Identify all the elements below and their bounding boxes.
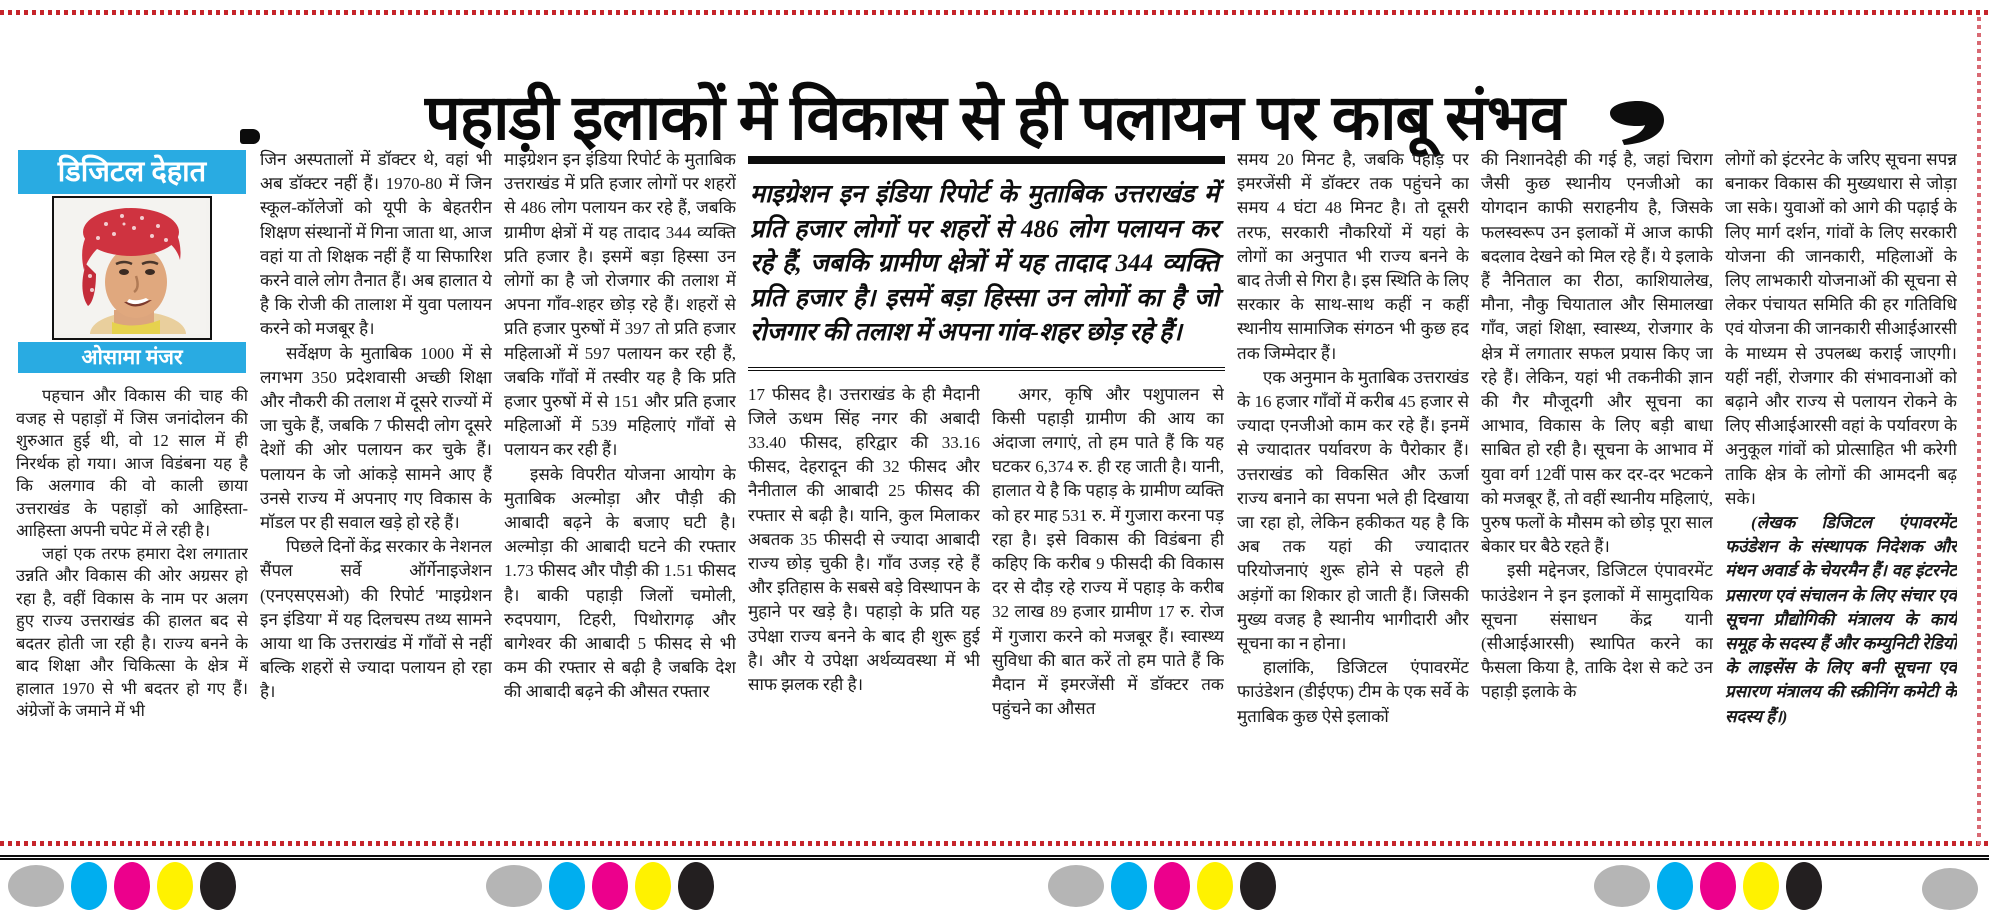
cyan-registration-dot: [1657, 862, 1693, 910]
column-4: [748, 383, 980, 722]
column-8: [1725, 148, 1957, 844]
yellow-registration-dot: [1197, 862, 1233, 910]
paragraph: लोगों को इंटरनेट के जरिए सूचना सपन्न बनाकर विकास की मुख्यधारा से जोड़ा जा सके। युवाओं को आगे की पढ़ाई के लिए मार्ग दर्शन, गांवों के लिए सरकारी योजना की जानकारी, महिलाओं के लिए लाभकारी योजनाओं की सूचना से लेकर पंचायत समिति की हर गतिविधि एवं योजना की जानकारी सीआईआरसी के माध्यम से उपलब्ध कराई जाएगी। यहीं नहीं, रोजगार की संभावनाओं को बढ़ाने और राज्य से पलायन रोकने के लिए सीआईआरसी वहां के पर्यावरण के अनुकूल गांवों को प्रोत्साहित भी करेगी ताकि क्षेत्र के लोगों की आमदनी बढ़ सके।: [1725, 150, 1957, 508]
paragraph: अगर, कृषि और पशुपालन से किसी पहाड़ी ग्रामीण की आय का अंदाजा लगाएं, तो हम पाते हैं कि यह घटकर 6,374 रु. ही रह जाती है। यानी, हालात ये है कि पहाड़ के ग्रामीण व्यक्ति को हर माह 531 रु. में गुजारा करना पड़ रहा है। इसे विकास की विडंबना ही कहिए कि करीब 9 फीसदी की विकास दर से दौड़ रहे राज्य में पहाड़ के करीब 32 लाख 89 हजार ग्रामीण 17 रु. रोज में गुजारा करने को मजबूर हैं। स्वास्थ्य सुविधा की बात करें तो हम पाते हैं कि मैदान में इमरजेंसी में डॉक्टर तक पहुंचने का औसत: [992, 384, 1224, 719]
paragraph: हालांकि, डिजिटल एंपावरमेंट फाउंडेशन (डीईएफ) टीम के एक सर्वे के मुताबिक कुछ ऐसे इलाकों: [1237, 658, 1469, 726]
article-headline: पहाड़ी इलाकों में विकास से ही पलायन पर काबू संभव: [424, 83, 1565, 154]
column-6: [1237, 148, 1469, 844]
column-widget-title: डिजिटल देहात: [18, 150, 246, 194]
column-3: [504, 148, 736, 844]
column-5: [992, 383, 1224, 722]
registration-dot-group: [486, 862, 714, 910]
registration-dot-group: [1048, 862, 1276, 910]
yellow-registration-dot: [157, 862, 193, 910]
paragraph: 17 फीसद है। उत्तराखंड के ही मैदानी जिले ऊधम सिंह नगर की अबादी 33.40 फीसद, हरिद्वार की 33.16 फीसद, देहरादून की 32 फीसद और नैनीताल की आबादी 25 फीसद की रफ्तार से बढ़ी है। यानि, कुल मिलाकर अबतक 35 फीसदी से ज्यादा आबादी राज्य छोड़ चुकी है। गाँव उजड़ रहे हैं और इतिहास के सबसे बड़े विस्थापन के मुहाने पर खड़े है। पहाड़ो के प्रति यह उपेक्षा राज्य बनने के बाद ही शुरू हुई है। और ये उपेक्षा अर्थव्यवस्था में भी साफ झलक रही है।: [748, 384, 980, 694]
paragraph: की निशानदेही की गई है, जहां चिराग जैसी कुछ स्थानीय एनजीओ का योगदान काफी सराहनीय है, जिसके फलस्वरूप उन इलाकों में आज काफी बदलाव देखने को मिल रहे हैं। ये इलाके हैं नैनिताल का रीठा, काशियालेख, मौना, नौकु चियाताल और सिमालखा गाँव, जहां शिक्षा, स्वास्थ्य, रोजगार के क्षेत्र में लगातार सफल प्रयास किए जा रहे हैं। लेकिन, यहां भी तकनीकी ज्ञान की गैर मौजूदगी और सूचना का आभाव, विकास के लिए बड़ी बाधा साबित हो रही है। सूचना के आभाव में युवा वर्ग 12वीं पास कर दर-दर भटकने को मजबूर हैं, तो वहीं स्थानीय महिलाएं, पुरुष फलों के मौसम को छोड़ पूरा साल बेकार घर बैठे रहते हैं।: [1481, 150, 1713, 557]
paragraph: समय 20 मिनट है, जबकि पहाड़ पर इमरजेंसी में डॉक्टर तक पहुंचने का समय 4 घंटा 48 मिनट है। तो दूसरी तरफ, सरकारी नौकरियों में यहां के लोगों का अनुपात भी राज्य बनने के बाद तेजी से गिरा है। इस स्थिति के लिए सरकार के साथ-साथ कहीं न कहीं स्थानीय सामाजिक संगठन भी कुछ हद तक जिम्मेदार हैं।: [1237, 150, 1469, 363]
middle-block: [748, 148, 1225, 844]
article-body: [16, 148, 1969, 844]
gray-registration-dot: [486, 865, 542, 907]
column-widget-author: ओसामा मंजर: [18, 342, 246, 373]
gray-registration-dot: [1594, 865, 1650, 907]
registration-dot-group: [1594, 862, 1822, 910]
paragraph: माइग्रेशन इन इंडिया रिपोर्ट के मुताबिक उत्तराखंड में प्रति हजार लोगों पर शहरों से 486 लोग पलायन कर रहे हैं, जबकि ग्रामीण क्षेत्रों में यह तादाद 344 व्यक्ति प्रति हजार है। इसमें बड़ा हिस्सा उन लोगों का है जो रोजगार की तलाश में अपना गाँव-शहर छोड़ रहे हैं। शहरों से प्रति हजार पुरुषों में 397 तो प्रति हजार महिलाओं में 597 पलायन कर रही हैं, जबकि गाँवों में तस्वीर यह है कि प्रति हजार पुरुषों में से 151 और प्रति हजार महिलाओं में 539 महिलाएं गाँवों से पलायन कर रही हैं।: [504, 150, 736, 460]
author-bio: (लेखक डिजिटल एंपावरमेंट फउंडेशन के संस्थापक निदेशक और मंथन अवार्ड के चेयरमैन हैं। वह इंटरनेट प्रसारण एवं संचालन के लिए संचार एवं सूचना प्रौद्योगिकी मंत्रालय के कार्य समूह के सदस्य हैं और कम्युनिटी रेडियो के लाइसेंस के लिए बनी सूचना एवं प्रसारण मंत्रालय की स्क्रीनिंग कमेटी के सदस्य हैं।): [1725, 513, 1957, 726]
paragraph: एक अनुमान के मुताबिक उत्तराखंड के 16 हजार गाँवों में करीब 45 हजार से ज्यादा एनजीओ काम कर रहे हैं। इनमें से ज्यादातर पर्यावरण के पैरोकार हैं। उत्तराखंड को विकसित और ऊर्जा राज्य बनाने का सपना भले ही दिखाया जा रहा हो, लेकिन हकीकत यह है कि अब तक यहां की ज्यादातर परियोजनाएं शुरू होने से पहले ही अड़ंगों का शिकार हो जाती हैं। जिसकी मुख्य वजह है स्थानीय भागीदारी और सूचना का न होना।: [1237, 367, 1469, 654]
quote-ornament-icon: [240, 129, 260, 144]
quote-comma-icon: [1610, 101, 1664, 145]
registration-marks: [0, 862, 1989, 889]
cyan-registration-dot: [1111, 862, 1147, 910]
black-registration-dot: [678, 862, 714, 910]
column-7: [1481, 148, 1713, 844]
magenta-registration-dot: [1700, 862, 1736, 910]
perforation-line-right: [1977, 14, 1981, 845]
black-registration-dot: [200, 862, 236, 910]
gray-registration-dot: [8, 865, 64, 907]
black-registration-dot: [1786, 862, 1822, 910]
yellow-registration-dot: [1743, 862, 1779, 910]
cyan-registration-dot: [71, 862, 107, 910]
paragraph: पिछले दिनों केंद्र सरकार के नेशनल सैंपल सर्वे ऑर्गेनाइजेशन (एनएसएसओ) की रिपोर्ट 'माइग्रेशन इन इंडिया' में यह दिलचस्प तथ्य सामने आया था कि उत्तराखंड में गाँवों से नहीं बल्कि शहरों से ज्यादा पलायन हो रहा है।: [260, 537, 492, 702]
perforation-line-top: [0, 10, 1989, 15]
footer-rule: [0, 855, 1989, 860]
paragraph: इसके विपरीत योजना आयोग के मुताबिक अल्मोड़ा और पौड़ी की आबादी बढ़ने के बजाए घटी है। अल्मोड़ा की आबादी घटने की रफ्तार 1.73 फीसद और पौड़ी की 1.51 फीसद है। बाकी पहाड़ी जिलों चमोली, रुदपयाग, टिहरी, पिथोरागढ़ और बागेश्वर की आबादी 5 फीसद से भी कम की रफ्तार से बढ़ी है जबकि देश की आबादी बढ़ने की औसत रफ्तार: [504, 464, 736, 702]
middle-columns: [748, 383, 1225, 722]
pull-quote: माइग्रेशन इन इंडिया रिपोर्ट के मुताबिक उत्तराखंड में प्रति हजार लोगों पर शहरों से 486 लोग पलायन कर रहे हैं, जबकि ग्रामीण क्षेत्रों में यह तादाद 344 व्यक्ति प्रति हजार है। इसमें बड़ा हिस्सा उन लोगों का है जो रोजगार की तलाश में अपना गांव-शहर छोड़ रहे हैं।: [748, 156, 1225, 371]
column-2: [260, 148, 492, 844]
magenta-registration-dot: [114, 862, 150, 910]
registration-dot-group: [8, 862, 236, 910]
gray-registration-dot: [1922, 868, 1978, 910]
magenta-registration-dot: [592, 862, 628, 910]
paragraph: इसी मद्देनजर, डिजिटल एंपावरमेंट फाउंडेशन ने इन इलाकों में सामुदायिक सूचना संसाधन केंद्र यानी (सीआईआरसी) स्थापित करने का फैसला किया है, ताकि देश से कटे उन पहाड़ी इलाके के: [1481, 561, 1713, 702]
cyan-registration-dot: [549, 862, 585, 910]
column-1: [16, 148, 248, 844]
paragraph: सर्वेक्षण के मुताबिक 1000 में से लगभग 350 प्रदेशवासी अच्छी शिक्षा और नौकरी की तलाश में दूसरे राज्यों में जा चुके हैं, जबकि 7 फीसदी लोग दूसरे देशों की ओर पलायन कर चुके हैं। पलायन के जो आंकड़े सामने आए हैं उनसे राज्य में अपनाए गए विकास के मॉडल पर ही सवाल खड़े हो रहे हैं।: [260, 343, 492, 533]
author-photo: [52, 196, 212, 340]
paragraph: जिन अस्पतालों में डॉक्टर थे, वहां भी अब डॉक्टर नहीं हैं। 1970-80 में जिन स्कूल-कॉलेजों को यूपी के बेहतरीन शिक्षण संस्थानों में गिना जाता था, आज वहां या तो शिक्षक नहीं हैं या सिफारिश करने वाले लोग तैनात हैं। अब हालात ये है कि रोजी की तालाश में युवा पलायन करने को मजबूर है।: [260, 150, 492, 339]
gray-registration-dot: [1048, 865, 1104, 907]
portrait-illustration: [54, 198, 206, 334]
black-registration-dot: [1240, 862, 1276, 910]
magenta-registration-dot: [1154, 862, 1190, 910]
column-1-text: [16, 385, 248, 723]
paragraph: जहां एक तरफ हमारा देश लगातार उन्नति और विकास की ओर अग्रसर हो रहा है, वहीं विकास के नाम पर अलग हुए राज्य उत्तराखंड की हालत बद से बदतर होती जा रही है। राज्य बनने के बाद शिक्षा और चिकित्सा के क्षेत्र में हालात 1970 से भी बदतर हो गए हैं। अंग्रेजों के जमाने में भी: [16, 543, 248, 720]
yellow-registration-dot: [635, 862, 671, 910]
paragraph: पहचान और विकास की चाह की वजह से पहाड़ों में जिस जनांदोलन की शुरुआत हुई थी, वो 12 साल में ही निरर्थक हो गया। आज विडंबना यह है कि अलगाव की वो काली छाया उत्तराखंड के पहाड़ों को आहिस्ता-आहिस्ता अपनी चपेट में ले रही है।: [16, 386, 248, 540]
